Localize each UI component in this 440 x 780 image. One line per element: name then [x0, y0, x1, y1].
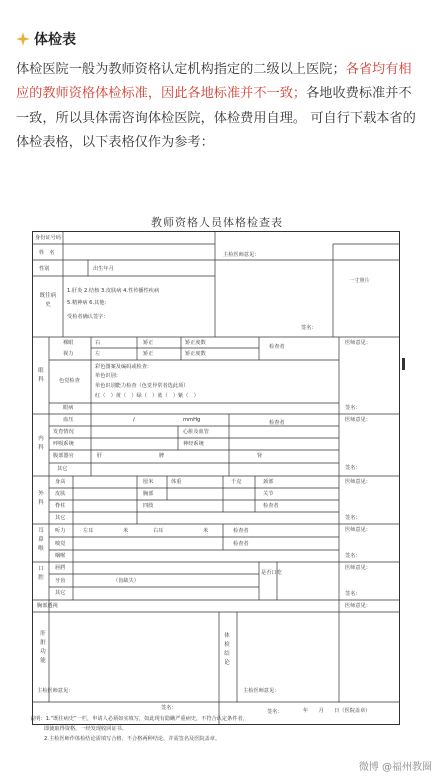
sign-label-surgery: 签名：	[345, 515, 361, 521]
label-eye: 眼科	[38, 368, 44, 383]
label-development: 发育情况	[53, 429, 74, 435]
label-doctor-opinion-internal: 医师意见：	[345, 417, 371, 423]
label-doctor-opinion-mouth: 医师意见：	[345, 565, 371, 571]
color-check-3: 单色识别能力检查（色觉异常者选此项）	[95, 383, 189, 389]
label-cm: 厘米	[143, 479, 154, 485]
label-bp-unit: mmHg	[183, 417, 201, 423]
label-meter-left: 米	[123, 528, 129, 534]
sign-label-bottom-left: 签名：	[161, 705, 177, 711]
sign-label-mouth: 签名：	[345, 591, 361, 597]
label-meter-right: 米	[203, 528, 209, 534]
intro-text-highlight: 各省均有相应的教师资格体检标准，因此各地标准并不一致；	[16, 62, 412, 102]
label-spine: 脊柱	[55, 503, 66, 509]
form-title: 教师资格人员体格检查表	[151, 216, 283, 229]
label-corr-deg-left: 矫正度数	[185, 351, 206, 357]
label-limbs: 四肢	[143, 503, 154, 509]
label-examiner-smell: 检查者	[233, 541, 249, 547]
sign-label-internal: 签名：	[345, 465, 361, 471]
label-hearing: 听力	[55, 528, 66, 534]
label-liver-function: 肝脏功能	[40, 631, 46, 664]
label-heart: 心脏及血管	[183, 429, 209, 435]
label-liver: 肝	[97, 453, 103, 459]
note-1b: 即使取得资格，一经发现收回证书。	[44, 726, 128, 732]
label-right-eye: 右	[95, 340, 101, 346]
label-examiner-surgery: 检查者	[263, 503, 279, 509]
note-1: 说明：1.“既往病史”一栏，申请人必须如实填写，如此现有隐瞒严重病史，不符合认定条件者，	[30, 716, 248, 722]
label-weight: 体重	[171, 479, 182, 485]
label-other-surgery: 其它	[55, 515, 66, 521]
label-id-number: 身份证号码	[35, 235, 61, 241]
label-kg: 千克	[231, 479, 242, 485]
label-naked: 裸眼	[63, 340, 74, 346]
label-corr-deg-right: 矫正度数	[185, 340, 206, 346]
label-other-internal: 其它	[57, 466, 68, 472]
section-title: 体检表	[34, 32, 76, 48]
label-master-doctor: 主检医师意见：	[223, 252, 260, 258]
label-smell: 嗅觉	[55, 541, 66, 547]
label-lab: 胸部透视	[37, 603, 58, 609]
label-master-sign-right: 主检医师意见：	[243, 688, 280, 694]
label-doctor-opinion-surgery: 医师意见：	[345, 479, 371, 485]
label-lips: 唇腭	[55, 565, 66, 571]
label-mouth: 口腔	[38, 566, 44, 581]
intro-text-1: 体检医院一般为教师资格认定机构指定的二级以上医院；	[16, 62, 346, 77]
color-check-2: 单色识别：	[95, 373, 121, 379]
sparkle-icon	[16, 32, 30, 46]
label-master-sign-left: 主检医师意见：	[37, 688, 74, 694]
label-corrected-right: 矫正	[143, 340, 154, 346]
history-confirm-sign: 受检者确认签字：	[67, 314, 109, 320]
label-name: 姓 名	[39, 250, 55, 256]
label-bp: 血压	[63, 417, 74, 423]
label-internal: 内科	[38, 436, 44, 451]
label-right-ear: 右耳	[153, 528, 164, 534]
watermark: 微博 @福州教圈	[358, 762, 432, 773]
history-options-2: 5.精神病 6.其他：	[67, 300, 110, 306]
label-corrected-left: 矫正	[143, 351, 154, 357]
label-joint: 关节	[263, 491, 274, 497]
label-photo: 一寸照片	[349, 278, 370, 284]
bp-separator: /	[133, 417, 135, 423]
section-header	[16, 28, 76, 50]
sign-label-eye: 签名：	[345, 405, 361, 411]
label-examiner-eye: 检查者	[269, 344, 285, 350]
label-doctor-opinion-lab: 医师意见：	[345, 603, 371, 609]
label-nerve: 神经系统	[183, 441, 204, 447]
label-spleen: 脾	[159, 453, 165, 459]
label-kidney: 肾	[257, 453, 263, 459]
label-height: 身高	[55, 479, 66, 485]
label-vision: 视力	[63, 351, 74, 357]
label-birth: 出生年月	[93, 266, 114, 272]
color-check-1: 彩色图案及编码或检查：	[95, 364, 153, 370]
label-stutter: 是否口吃	[261, 570, 282, 576]
form-notes	[30, 714, 410, 744]
label-throat: 咽喉	[55, 553, 66, 559]
label-neck: 颈部	[263, 479, 274, 485]
label-examiner-internal: 检查者	[269, 420, 285, 426]
label-color-check: 色觉检查	[59, 378, 80, 384]
sign-label-1: 签名：	[301, 325, 317, 331]
label-teeth: 牙齿	[55, 578, 66, 584]
history-options-1: 1.肝炎 2.结核 3.皮肤病 4.性传播性疾病	[67, 288, 160, 294]
label-eye-disease: 眼病	[63, 405, 74, 411]
note-2: 2.主检医师作体检结论需填写合格、不合格两种结论，并需签名及医院盖章。	[44, 736, 221, 742]
intro-paragraph	[16, 58, 424, 156]
health-check-form	[28, 208, 406, 738]
label-doctor-opinion-eye: 医师意见：	[345, 340, 371, 346]
page-edge-mark	[402, 358, 405, 370]
label-ent: 耳鼻喉	[38, 528, 44, 552]
sign-label-bottom-right: 签名：	[267, 709, 283, 715]
teeth-chart: （齿缺失）	[113, 578, 139, 584]
label-conclusion: 体检结论	[224, 633, 230, 666]
color-check-4: 红（ ）黄（ ）绿（ ）蓝（ ）紫（ ）	[95, 393, 199, 399]
label-examiner-ent: 检查者	[233, 528, 249, 534]
label-history: 既往病史	[39, 293, 57, 308]
label-left-eye: 左	[95, 351, 101, 357]
sign-label-ent: 签名：	[345, 553, 361, 559]
label-date-stamp: 年 月 日（医院盖章）	[303, 708, 371, 714]
label-left-ear: 左耳	[83, 528, 94, 534]
intro-text-2: 各地收费标准并不一致，所以具体需咨询体检医院，体检费用自理。 可自行下载本省的体检表格，以下表格仅作为参考：	[16, 86, 416, 151]
label-chest: 胸部	[143, 491, 154, 497]
form-table	[32, 231, 400, 725]
label-other-mouth: 其它	[55, 590, 66, 596]
label-doctor-opinion-ent: 医师意见：	[345, 527, 371, 533]
label-sex: 性别	[39, 266, 50, 272]
label-skin: 皮肤	[55, 491, 66, 497]
label-surgery: 外科	[38, 491, 44, 506]
label-lung: 呼吸系统	[53, 441, 74, 447]
label-abdomen: 腹部器官	[53, 453, 74, 459]
